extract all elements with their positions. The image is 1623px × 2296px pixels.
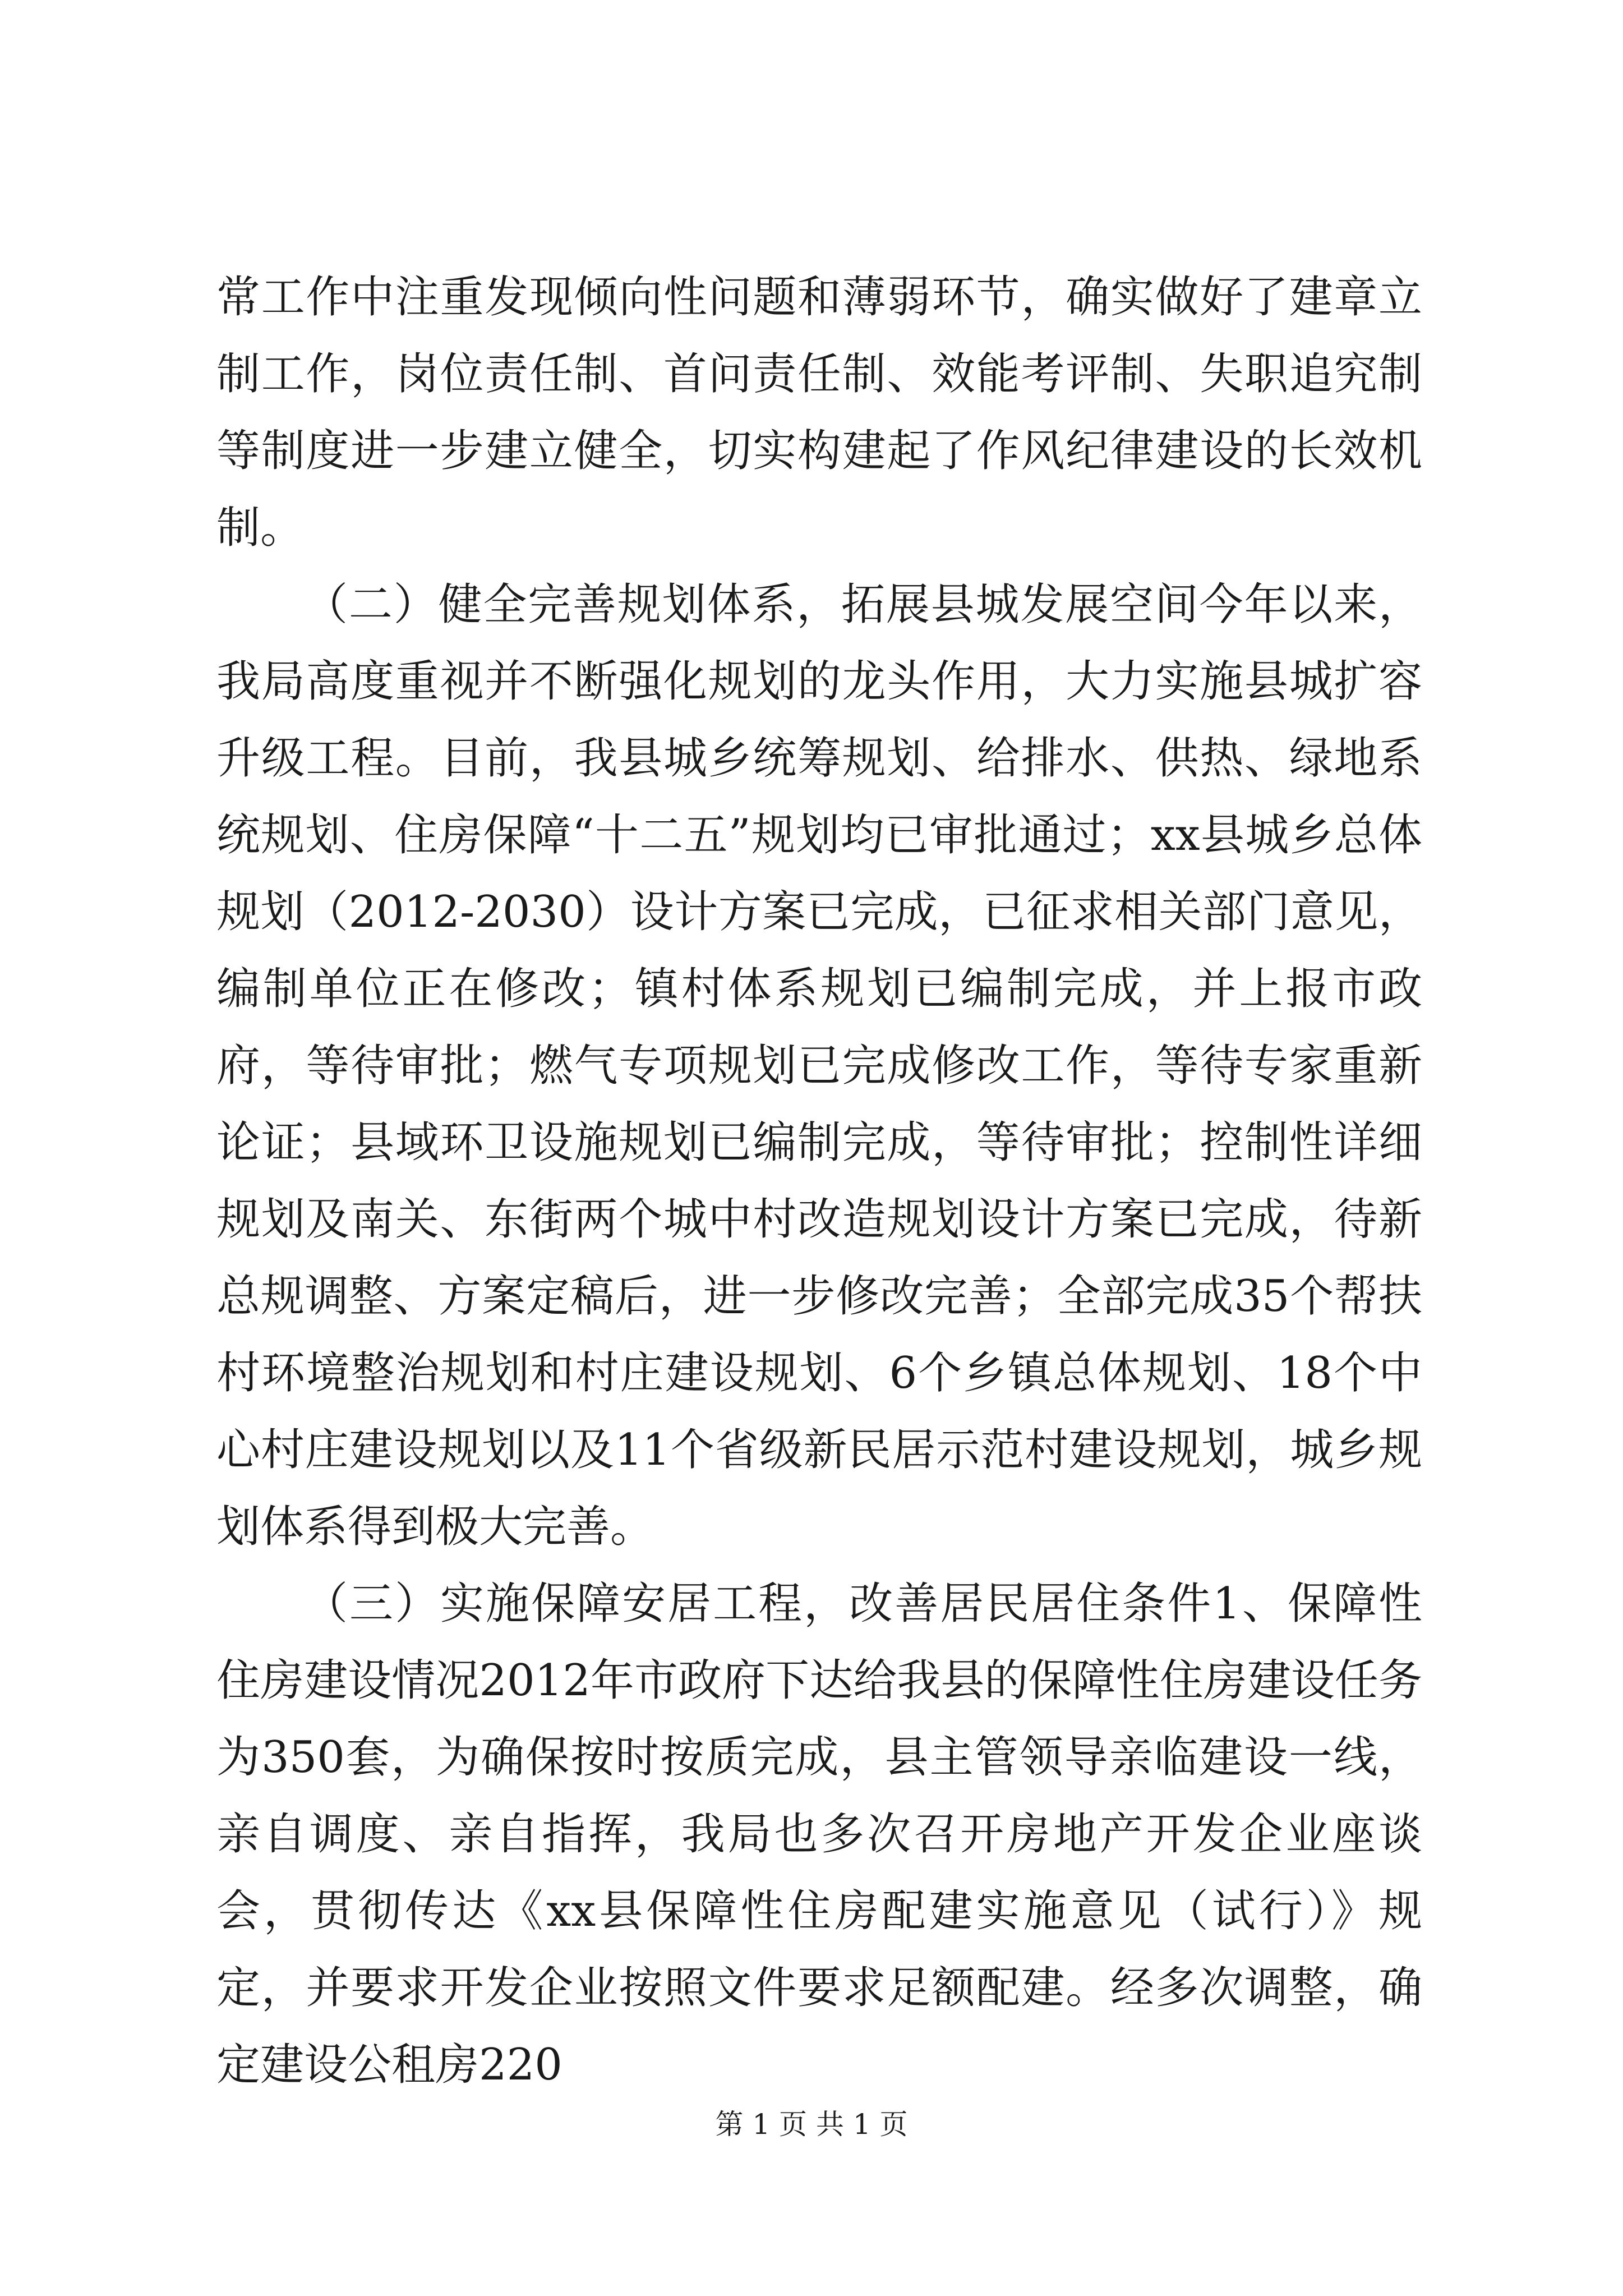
page-footer: 第 1 页 共 1 页 [715, 2108, 908, 2141]
paragraph-intro-continuation: 常工作中注重发现倾向性问题和薄弱环节，确实做好了建章立制工作，岗位责任制、首问责任制、效能考评制、失职追究制等制度进一步建立健全，切实构建起了作风纪律建设的长效机制。 [216, 272, 1422, 553]
paragraph-housing-project: （三）实施保障安居工程，改善居民居住条件1、保障性住房建设情况2012年市政府下达给我县的保障性住房建设任务为350套，为确保按时按质完成，县主管领导亲临建设一线，亲自调度、亲自指挥，我局也多次召开房地产开发企业座谈会，贯彻传达《xx县保障性住房配建实施意见（试行）》规定，并要求开发企业按照文件要求足额配建。经多次调整，确定建设公租房220 [216, 1579, 1422, 2090]
paragraph-planning-system: （二）健全完善规划体系，拓展县城发展空间今年以来，我局高度重视并不断强化规划的龙头作用，大力实施县城扩容升级工程。目前，我县城乡统筹规划、给排水、供热、绿地系统规划、住房保障“十二五”规划均已审批通过；xx县城乡总体规划（2012-2030）设计方案已完成，已征求相关部门意见，编制单位正在修改；镇村体系规划已编制完成，并上报市政府，等待审批；燃气专项规划已完成修改工作，等待专家重新论证；县域环卫设施规划已编制完成，等待审批；控制性详细规划及南关、东街两个城中村改造规划设计方案已完成，待新总规调整、方案定稿后，进一步修改完善；全部完成35个帮扶村环境整治规划和村庄建设规划、6个乡镇总体规划、18个中心村庄建设规划以及11个省级新民居示范村建设规划，城乡规划体系得到极大完善。 [216, 579, 1422, 1552]
document-body [216, 259, 1422, 2104]
